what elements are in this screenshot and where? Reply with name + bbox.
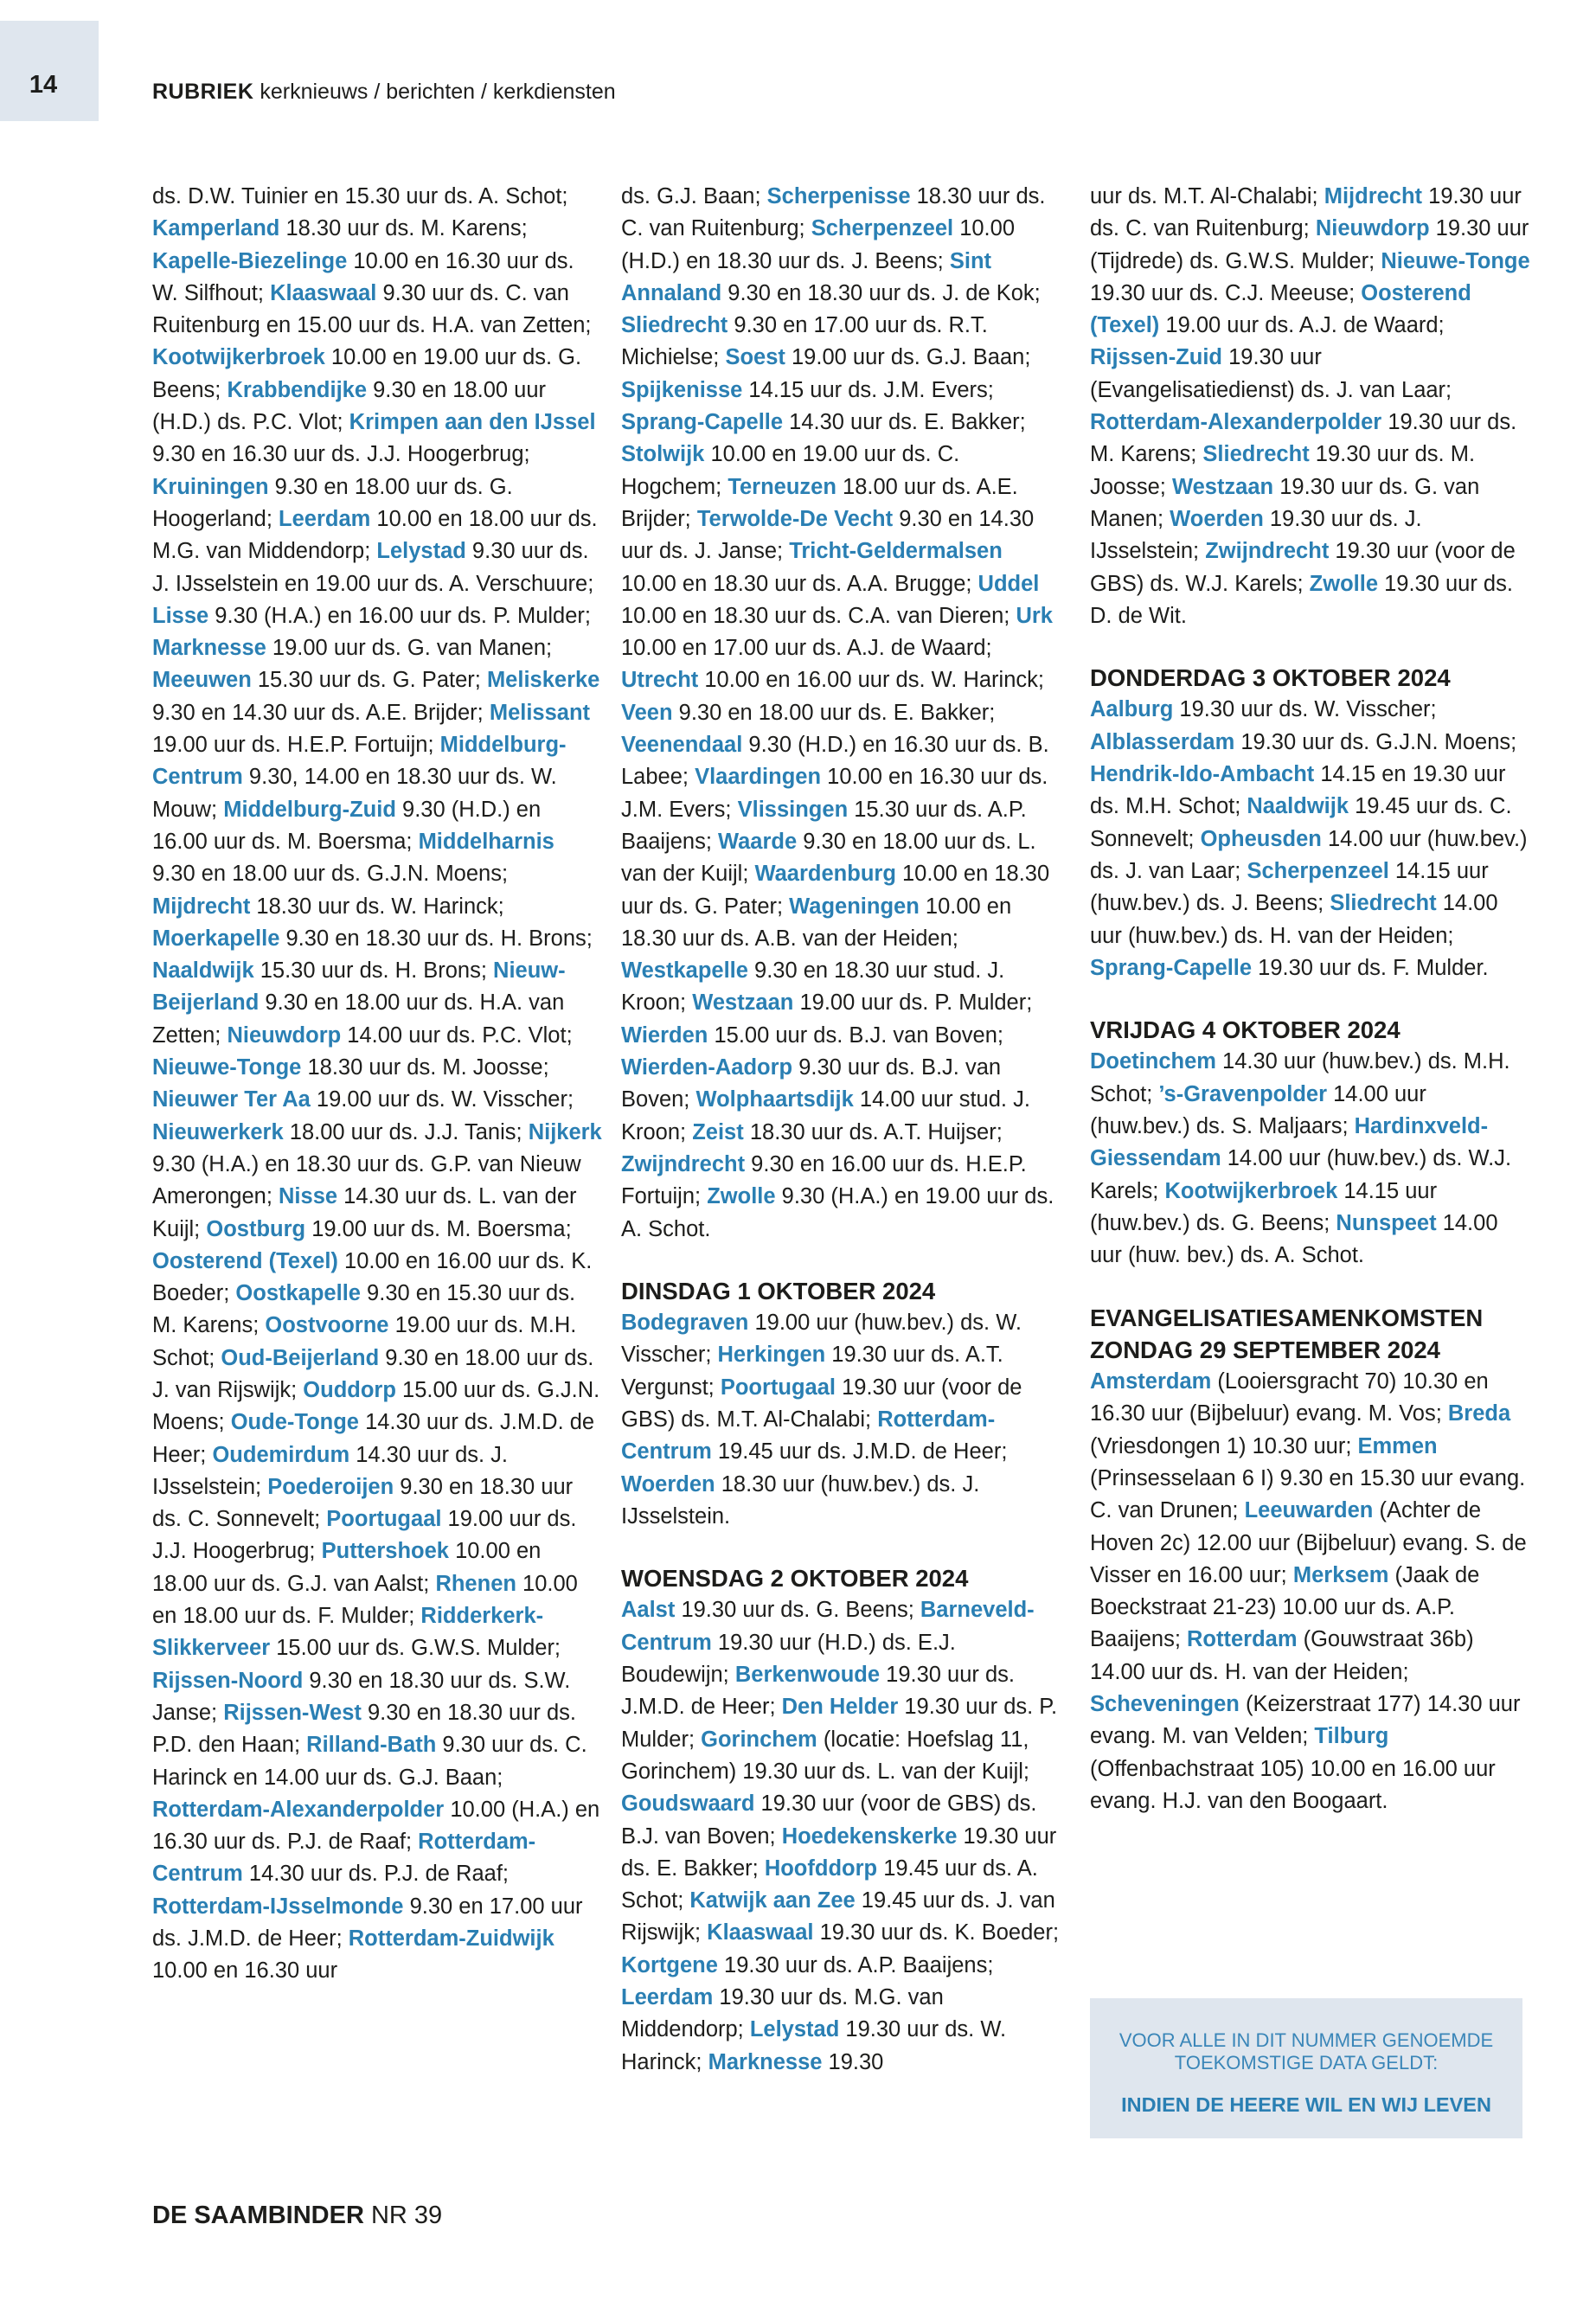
- place-name: Sprang-Capelle: [621, 410, 784, 435]
- place-name: Wolphaartsdijk: [695, 1087, 854, 1112]
- place-name: Krabbendijke: [227, 377, 368, 402]
- service-details: 14.00 uur stud. J. Kroon;: [621, 1087, 1030, 1144]
- place-name: Opheusden: [1200, 826, 1322, 851]
- place-name: Sint Annaland: [621, 248, 992, 305]
- service-details: 19.00 uur ds. G. van Manen;: [266, 636, 553, 661]
- place-name: Katwijk aan Zee: [689, 1888, 856, 1913]
- service-details: 9.30 (H.A.) en 18.30 uur ds. G.P. van Nieuw Amerongen;: [152, 1151, 581, 1209]
- place-name: Breda: [1447, 1401, 1511, 1426]
- service-details: 9.30, 14.00 en 18.30 uur ds. W. Mouw;: [152, 765, 557, 822]
- place-name: Naaldwijk: [152, 958, 254, 984]
- place-name: Nieuwe-Tonge: [152, 1055, 302, 1080]
- service-details: 9.30 en 18.00 uur ds. L. van der Kuijl;: [621, 829, 1036, 887]
- service-details: 19.30: [822, 2049, 884, 2074]
- place-name: Sliedrecht: [1330, 891, 1437, 916]
- place-name: Aalburg: [1090, 697, 1174, 722]
- service-details: 14.30 uur (huw.bev.) ds. M.H. Schot;: [1090, 1049, 1510, 1106]
- place-name: Zwolle: [1309, 571, 1378, 596]
- place-name: Leerdam: [621, 1985, 714, 2010]
- place-name: Waarde: [718, 829, 798, 854]
- service-details: 19.30 uur ds. A.T. Vergunst;: [621, 1343, 1003, 1400]
- service-details: 19.00 uur ds. M.H. Schot;: [152, 1313, 577, 1370]
- place-name: Oude-Tonge: [230, 1410, 359, 1435]
- service-listing: [621, 181, 1062, 1246]
- service-details: 9.30 uur ds. B.J. van Boven;: [621, 1055, 1002, 1112]
- service-details: 14.30 uur ds. J. IJsselstein;: [152, 1442, 508, 1499]
- service-details: 9.30 uur ds. J. IJsselstein en 19.00 uur ds. A. Verschuure;: [152, 539, 594, 596]
- service-details: 9.30 en 18.30 uur ds. P.D. den Haan;: [152, 1700, 576, 1758]
- place-name: Wierden-Aadorp: [621, 1055, 793, 1080]
- column-2: [621, 181, 1062, 2079]
- place-name: Rotterdam-Centrum: [621, 1407, 996, 1465]
- place-name: Nijkerk: [528, 1119, 602, 1144]
- service-details: 10.00 en 16.30 uur: [152, 1958, 338, 1984]
- service-details: 19.30 uur ds. C.J. Meeuse;: [1090, 280, 1362, 305]
- service-details: 10.00 en 18.00 uur ds. G.J. van Aalst;: [152, 1539, 542, 1596]
- place-name: Nunspeet: [1336, 1210, 1437, 1235]
- place-name: Doetinchem: [1090, 1049, 1216, 1074]
- service-details: 10.00 en 18.00 uur ds. F. Mulder;: [152, 1571, 578, 1629]
- place-name: Nieuwdorp: [1315, 216, 1430, 241]
- service-listing: [1090, 694, 1531, 984]
- service-details: 14.15 uur (huw.bev.) ds. J. Beens;: [1090, 858, 1489, 916]
- place-name: Oudemirdum: [212, 1442, 350, 1467]
- service-details: 10.00 en 18.30 uur ds. A.A. Brugge;: [621, 571, 978, 596]
- issue-number: NR 39: [370, 2202, 443, 2229]
- service-details: 9.30 en 17.00 uur ds. J.M.D. de Heer;: [152, 1894, 583, 1952]
- place-name: Rotterdam-Centrum: [152, 1830, 536, 1887]
- place-name: Soest: [725, 345, 785, 370]
- service-details: ds. G.J. Baan;: [621, 184, 767, 208]
- place-name: Westkapelle: [621, 958, 748, 984]
- service-details: (Offenbachstraat 105) 10.00 en 16.00 uur evang. H.J. van den Boogaart.: [1090, 1756, 1496, 1813]
- place-name: Bodegraven: [621, 1311, 749, 1336]
- service-details: 9.30 uur ds. C. Harinck en 14.00 uur ds. G.J. Baan;: [152, 1733, 587, 1790]
- service-details: uur ds. M.T. Al-Chalabi;: [1090, 184, 1324, 208]
- place-name: Poortugaal: [720, 1375, 836, 1400]
- service-listing: [1090, 181, 1531, 632]
- footer: [152, 2202, 442, 2230]
- place-name: Waardenburg: [754, 862, 896, 887]
- service-listing: [1090, 1366, 1531, 1817]
- place-name: Rijssen-Noord: [152, 1668, 304, 1693]
- service-details: 9.30 uur ds. C. van Ruitenburg en 15.00 uur ds. H.A. van Zetten;: [152, 280, 592, 338]
- service-details: (Gouwstraat 36b) 14.00 uur ds. H. van der Heiden;: [1090, 1627, 1474, 1684]
- service-details: 14.00 uur (huw.bev.) ds. S. Maljaars;: [1090, 1081, 1426, 1139]
- place-name: Berkenwoude: [734, 1663, 881, 1688]
- service-details: 14.30 uur ds. L. van der Kuijl;: [152, 1184, 577, 1241]
- place-name: Oostvoorne: [265, 1313, 389, 1338]
- service-details: 19.30 uur ds. P. Mulder;: [621, 1695, 1058, 1752]
- place-name: Amsterdam: [1090, 1369, 1212, 1394]
- place-name: Oud-Beijerland: [221, 1345, 380, 1370]
- place-name: Lelystad: [749, 2017, 840, 2042]
- service-details: 19.00 uur ds. H.E.P. Fortuijn;: [152, 733, 440, 758]
- service-details: 18.30 uur ds. A.T. Huijser;: [743, 1119, 1003, 1144]
- service-details: 19.30 uur ds. D. de Wit.: [1090, 571, 1513, 628]
- service-details: 14.15 uur ds. J.M. Evers;: [742, 377, 994, 402]
- place-name: Marknesse: [152, 636, 266, 661]
- place-name: Utrecht: [621, 668, 699, 693]
- service-details: 19.45 uur ds. C. Sonnevelt;: [1090, 794, 1512, 851]
- place-name: Terwolde-De Vecht: [696, 506, 894, 531]
- place-name: Nieuw-Beijerland: [152, 958, 566, 1016]
- service-details: 19.00 uur ds. A.J. de Waard;: [1159, 313, 1445, 338]
- service-details: 19.45 uur ds. J. van Rijswijk;: [621, 1888, 1055, 1945]
- service-details: (Jaak de Boeckstraat 21-23) 10.00 uur ds. A.P. Baaijens;: [1090, 1562, 1480, 1652]
- place-name: Oosterend (Texel): [1090, 280, 1471, 338]
- service-details: 19.30 uur (Evangelisatiedienst) ds. J. van Laar;: [1090, 345, 1452, 402]
- place-name: Wierden: [621, 1022, 708, 1048]
- place-name: Scherpenisse: [766, 184, 911, 208]
- service-details: 19.30 uur ds. W. Visscher;: [1173, 697, 1437, 722]
- place-name: Westzaan: [692, 990, 794, 1016]
- place-name: Mijdrecht: [1324, 184, 1423, 208]
- service-details: 14.00 uur ds. P.C. Vlot;: [341, 1022, 573, 1048]
- service-details: 10.00 en 16.30 uur ds. W. Silfhout;: [152, 248, 574, 305]
- service-details: 19.30 uur ds. A.P. Baaijens;: [717, 1952, 994, 1977]
- service-details: 18.00 uur ds. A.E. Brijder;: [621, 474, 1018, 531]
- place-name: Terneuzen: [727, 474, 836, 499]
- notice-line-1: VOOR ALLE IN DIT NUMMER GENOEMDE TOEKOMSTIGE DATA GELDT:: [1118, 2029, 1494, 2073]
- place-name: Kruiningen: [152, 474, 269, 499]
- service-details: 9.30 en 18.00 uur ds. E. Bakker;: [672, 700, 996, 725]
- place-name: Hardinxveld-Giessendam: [1090, 1114, 1489, 1171]
- place-name: Hoedekenskerke: [781, 1823, 958, 1849]
- service-details: 18.30 uur ds. M. Karens;: [279, 216, 528, 241]
- place-name: Meliskerke: [486, 668, 600, 693]
- service-details: 10.00 (H.D.) en 18.30 uur ds. J. Beens;: [621, 216, 1016, 273]
- service-details: 19.30 uur ds. J. IJsselstein;: [1090, 506, 1422, 564]
- service-details: 19.30 uur ds. F. Mulder.: [1252, 955, 1489, 980]
- place-name: Zeist: [692, 1119, 744, 1144]
- service-details: 9.30 (H.D.) en 16.00 uur ds. M. Boersma;: [152, 797, 542, 854]
- place-name: Leerdam: [279, 506, 371, 531]
- service-details: 10.00 en 16.00 uur ds. K. Boeder;: [152, 1248, 593, 1306]
- place-name: Middelburg-Zuid: [223, 797, 396, 822]
- place-name: Klaaswaal: [707, 1920, 814, 1945]
- service-details: 9.30 en 18.00 uur ds. H.A. van Zetten;: [152, 990, 565, 1048]
- service-details: 19.30 uur ds. G.J.N. Moens;: [1234, 729, 1517, 754]
- place-name: Barneveld-Centrum: [621, 1598, 1035, 1655]
- place-name: Rilland-Bath: [306, 1733, 437, 1758]
- place-name: Rotterdam-IJsselmonde: [152, 1894, 404, 1919]
- service-details: 19.30 uur ds. G. Beens;: [675, 1598, 920, 1623]
- service-details: 19.30 uur (H.D.) ds. E.J. Boudewijn;: [621, 1630, 956, 1688]
- place-name: Kapelle-Biezelinge: [152, 248, 348, 273]
- place-name: Veenendaal: [621, 733, 743, 758]
- service-details: 19.30 uur ds. G. van Manen;: [1090, 474, 1480, 531]
- place-name: Puttershoek: [321, 1539, 449, 1564]
- service-details: 14.00 uur (huw. bev.) ds. A. Schot.: [1090, 1210, 1498, 1268]
- service-details: 10.00 (H.A.) en 16.30 uur ds. P.J. de Raaf;: [152, 1797, 600, 1855]
- place-name: Urk: [1016, 603, 1053, 628]
- service-details: 19.00 uur ds. P. Mulder;: [793, 990, 1033, 1016]
- place-name: Rotterdam-Alexanderpolder: [152, 1797, 445, 1822]
- service-details: 14.00 uur (huw.bev.) ds. H. van der Heiden;: [1090, 891, 1498, 948]
- service-details: 19.30 uur ds. M.G. van Middendorp;: [621, 1985, 944, 2042]
- place-name: Scheveningen: [1090, 1692, 1240, 1717]
- service-details: 15.00 uur ds. G.J.N. Moens;: [152, 1377, 600, 1435]
- place-name: Krimpen aan den IJssel: [349, 410, 596, 435]
- service-details: 14.30 uur ds. P.J. de Raaf;: [242, 1862, 509, 1887]
- rubric-topics: kerknieuws / berichten / kerkdiensten: [260, 80, 616, 104]
- service-details: 19.30 uur ds. C. van Ruitenburg;: [1090, 184, 1522, 241]
- service-details: 19.30 uur ds. M. Karens;: [1090, 410, 1517, 467]
- place-name: Sliedrecht: [1202, 442, 1310, 467]
- place-name: Middelburg-Centrum: [152, 733, 567, 790]
- service-details: (locatie: Hoefslag 11, Gorinchem) 19.30 uur ds. L. van der Kuijl;: [621, 1727, 1029, 1784]
- service-details: 19.00 uur ds. G.J. Baan;: [785, 345, 1031, 370]
- place-name: Nieuwdorp: [227, 1022, 342, 1048]
- place-name: Meeuwen: [152, 668, 252, 693]
- place-name: Sprang-Capelle: [1090, 955, 1253, 980]
- service-details: 19.30 uur (Tijdrede) ds. G.W.S. Mulder;: [1090, 216, 1529, 273]
- service-listing: [621, 1307, 1062, 1533]
- notice-line-2: INDIEN DE HEERE WIL EN WIJ LEVEN: [1121, 2093, 1491, 2116]
- place-name: Spijkenisse: [621, 377, 743, 402]
- service-details: 9.30 en 14.30 uur ds. A.E. Brijder;: [152, 700, 490, 725]
- section-heading: WOENSDAG 2 OKTOBER 2024: [621, 1565, 969, 1593]
- service-details: 9.30 en 16.00 uur ds. H.E.P. Fortuijn;: [621, 1151, 1027, 1209]
- service-details: 10.00 en 18.30 uur ds. C.A. van Dieren;: [621, 603, 1016, 628]
- service-details: 10.00 en 18.30 uur ds. G. Pater;: [621, 862, 1050, 919]
- rubric-label: RUBRIEK: [152, 80, 254, 104]
- service-details: 9.30 (H.D.) en 16.30 uur ds. B. Labee;: [621, 733, 1049, 790]
- magazine-name: DE SAAMBINDER: [152, 2202, 364, 2229]
- service-details: 9.30 en 16.30 uur ds. J.J. Hoogerbrug;: [152, 442, 530, 467]
- place-name: Gorinchem: [701, 1727, 817, 1752]
- service-details: 19.30 uur ds. J.M.D. de Heer;: [621, 1663, 1016, 1720]
- place-name: Vlissingen: [737, 797, 849, 822]
- place-name: Nieuwerkerk: [152, 1119, 284, 1144]
- place-name: Marknesse: [708, 2049, 823, 2074]
- service-details: (Achter de Hoven 2c) 12.00 uur (Bijbeluur) evang. S. de Visser en 16.00 uur;: [1090, 1498, 1527, 1587]
- service-details: 19.00 uur (huw.bev.) ds. W. Visscher;: [621, 1311, 1022, 1368]
- service-details: 10.00 en 19.00 uur ds. G. Beens;: [152, 345, 582, 402]
- place-name: Aalst: [621, 1598, 676, 1623]
- place-name: Rotterdam-Alexanderpolder: [1090, 410, 1382, 435]
- service-details: 9.30 en 14.30 uur ds. J. Janse;: [621, 506, 1035, 564]
- place-name: Herkingen: [717, 1343, 826, 1368]
- service-details: 14.00 uur (huw.bev.) ds. J. van Laar;: [1090, 826, 1528, 883]
- service-details: 18.30 uur ds. W. Harinck;: [250, 894, 504, 919]
- service-details: 9.30 en 18.30 uur ds. C. Sonnevelt;: [152, 1474, 574, 1532]
- place-name: Melissant: [489, 700, 591, 725]
- place-name: Uddel: [977, 571, 1040, 596]
- place-name: Rijssen-West: [223, 1700, 362, 1725]
- service-details: 10.00 en 18.30 uur ds. A.B. van der Heiden;: [621, 894, 1012, 951]
- place-name: Hendrik-Ido-Ambacht: [1090, 762, 1315, 787]
- place-name: Zwijndrecht: [1205, 539, 1330, 564]
- service-details: 19.30 uur ds. E. Bakker;: [621, 1823, 1057, 1881]
- place-name: Naaldwijk: [1247, 794, 1349, 819]
- service-details: 9.30 en 15.30 uur ds. M. Karens;: [152, 1281, 576, 1338]
- place-name: Oostkapelle: [235, 1281, 361, 1306]
- section-heading: VRIJDAG 4 OKTOBER 2024: [1090, 1016, 1401, 1044]
- service-listing: [152, 181, 602, 1988]
- service-listing: [1090, 1046, 1531, 1272]
- service-details: 9.30 (H.A.) en 19.00 uur ds. A. Schot.: [621, 1184, 1054, 1241]
- service-listing: [621, 1594, 1062, 2078]
- notice-box: [1090, 1998, 1522, 2138]
- place-name: Mijdrecht: [152, 894, 251, 919]
- service-details: 18.30 uur ds. C. van Ruitenburg;: [621, 184, 1046, 241]
- column-1: [152, 181, 602, 1988]
- service-details: (Looiersgracht 70) 10.30 en 16.30 uur (Bijbeluur) evang. M. Vos;: [1090, 1369, 1489, 1426]
- place-name: Middelharnis: [418, 829, 554, 854]
- service-details: 10.00 en 18.00 uur ds. M.G. van Middendorp;: [152, 506, 598, 564]
- service-details: 10.00 en 16.30 uur ds. J.M. Evers;: [621, 765, 1048, 822]
- place-name: Nieuwer Ter Aa: [152, 1087, 311, 1112]
- place-name: Nisse: [279, 1184, 338, 1209]
- place-name: Oosterend (Texel): [152, 1248, 338, 1273]
- place-name: Rijssen-Zuid: [1090, 345, 1223, 370]
- service-details: 15.00 uur ds. G.W.S. Mulder;: [270, 1636, 561, 1661]
- service-details: 9.30 en 17.00 uur ds. R.T. Michielse;: [621, 313, 988, 370]
- service-details: 9.30 en 18.00 uur (H.D.) ds. P.C. Vlot;: [152, 377, 547, 435]
- service-details: 15.30 uur ds. A.P. Baaijens;: [621, 797, 1027, 854]
- service-details: 10.00 en 17.00 uur ds. A.J. de Waard;: [621, 636, 992, 661]
- place-name: Rotterdam: [1187, 1627, 1298, 1652]
- place-name: Scherpenzeel: [811, 216, 954, 241]
- service-details: 9.30 en 18.00 uur ds. J. van Rijswijk;: [152, 1345, 594, 1402]
- service-details: 14.30 uur ds. E. Bakker;: [783, 410, 1026, 435]
- service-details: 9.30 en 18.30 uur ds. H. Brons;: [279, 926, 593, 951]
- place-name: Nieuwe-Tonge: [1381, 248, 1530, 273]
- service-details: 14.15 uur (huw.bev.) ds. G. Beens;: [1090, 1178, 1438, 1235]
- place-name: Kootwijkerbroek: [1164, 1178, 1338, 1203]
- service-details: (Prinsesselaan 6 I) 9.30 en 15.30 uur evang. C. van Drunen;: [1090, 1465, 1526, 1523]
- service-details: 19.30 uur (voor de GBS) ds. M.T. Al-Chalabi;: [621, 1375, 1022, 1432]
- service-details: 14.30 uur ds. J.M.D. de Heer;: [152, 1410, 595, 1467]
- place-name: Alblasserdam: [1090, 729, 1235, 754]
- place-name: Wageningen: [789, 894, 920, 919]
- service-details: 19.30 uur ds. M. Joosse;: [1090, 442, 1476, 499]
- column-3: [1090, 181, 1531, 1817]
- service-details: 14.00 uur (huw.bev.) ds. W.J. Karels;: [1090, 1146, 1512, 1203]
- service-details: ds. D.W. Tuinier en 15.30 uur ds. A. Schot;: [152, 184, 568, 208]
- service-details: 19.00 uur ds. J.J. Hoogerbrug;: [152, 1507, 577, 1564]
- page-number: 14: [29, 71, 58, 99]
- service-details: 9.30 en 18.30 uur ds. J. de Kok;: [721, 280, 1041, 305]
- place-name: Veen: [621, 700, 673, 725]
- place-name: Woerden: [621, 1471, 715, 1497]
- place-name: Kortgene: [621, 1952, 718, 1977]
- service-details: 15.30 uur ds. H. Brons;: [253, 958, 494, 984]
- place-name: Kamperland: [152, 216, 280, 241]
- place-name: Den Helder: [781, 1695, 899, 1720]
- place-name: Stolwijk: [621, 442, 705, 467]
- service-details: 15.00 uur ds. B.J. van Boven;: [708, 1022, 1003, 1048]
- place-name: Poederoijen: [267, 1474, 394, 1499]
- place-name: Zwijndrecht: [621, 1151, 746, 1176]
- section-heading: DINSDAG 1 OKTOBER 2024: [621, 1277, 936, 1304]
- service-details: 9.30 en 18.00 uur ds. G.J.N. Moens;: [152, 862, 509, 887]
- place-name: Goudswaard: [621, 1791, 755, 1817]
- service-details: 19.30 uur (voor de GBS) ds. B.J. van Boven;: [621, 1791, 1037, 1849]
- place-name: Sliedrecht: [621, 313, 728, 338]
- service-details: (Keizerstraat 177) 14.30 uur evang. M. van Velden;: [1090, 1692, 1521, 1749]
- place-name: Scherpenzeel: [1247, 858, 1389, 883]
- place-name: Vlaardingen: [695, 765, 822, 790]
- service-details: 19.45 uur ds. J.M.D. de Heer;: [711, 1439, 1008, 1465]
- service-details: 18.00 uur ds. J.J. Tanis;: [283, 1119, 529, 1144]
- rubric-header: [152, 80, 616, 105]
- service-details: 18.30 uur ds. M. Joosse;: [301, 1055, 549, 1080]
- place-name: Kootwijkerbroek: [152, 345, 325, 370]
- service-details: 19.30 uur (voor de GBS) ds. W.J. Karels;: [1090, 539, 1516, 596]
- service-details: 9.30 en 18.30 uur stud. J. Kroon;: [621, 958, 1005, 1016]
- place-name: Lelystad: [376, 539, 466, 564]
- place-name: Tricht-Geldermalsen: [789, 539, 1003, 564]
- service-details: 19.30 uur ds. W. Harinck;: [621, 2017, 1007, 2074]
- service-details: 14.15 en 19.30 uur ds. M.H. Schot;: [1090, 762, 1506, 819]
- place-name: Westzaan: [1171, 474, 1274, 499]
- service-details: 19.45 uur ds. A. Schot;: [621, 1856, 1038, 1913]
- place-name: Poortugaal: [326, 1507, 442, 1532]
- place-name: Merksem: [1292, 1562, 1389, 1587]
- service-details: 10.00 en 16.00 uur ds. W. Harinck;: [698, 668, 1044, 693]
- place-name: Emmen: [1357, 1433, 1438, 1458]
- section-heading: DONDERDAG 3 OKTOBER 2024: [1090, 664, 1451, 692]
- service-details: 9.30 en 18.00 uur ds. G. Hoogerland;: [152, 474, 513, 531]
- service-details: (Vriesdongen 1) 10.30 uur;: [1090, 1433, 1358, 1458]
- place-name: Rotterdam-Zuidwijk: [348, 1926, 554, 1952]
- place-name: Ridderkerk-Slikkerveer: [152, 1604, 544, 1661]
- place-name: Zwolle: [707, 1184, 776, 1209]
- place-name: ’s-Gravenpolder: [1158, 1081, 1328, 1106]
- service-details: 19.00 uur ds. M. Boersma;: [305, 1216, 572, 1241]
- place-name: Moerkapelle: [152, 926, 280, 951]
- place-name: Tilburg: [1314, 1724, 1389, 1749]
- place-name: Leeuwarden: [1244, 1498, 1374, 1523]
- service-details: 10.00 en 19.00 uur ds. C. Hogchem;: [621, 442, 960, 499]
- service-details: 19.00 uur ds. W. Visscher;: [310, 1087, 574, 1112]
- service-details: 9.30 (H.A.) en 16.00 uur ds. P. Mulder;: [208, 603, 591, 628]
- place-name: Ouddorp: [303, 1377, 396, 1402]
- place-name: Rhenen: [435, 1571, 516, 1596]
- place-name: Klaaswaal: [270, 280, 377, 305]
- service-details: 9.30 en 18.30 uur ds. S.W. Janse;: [152, 1668, 571, 1725]
- place-name: Oostburg: [206, 1216, 306, 1241]
- service-details: 15.30 uur ds. G. Pater;: [251, 668, 487, 693]
- place-name: Woerden: [1170, 506, 1264, 531]
- service-details: 19.30 uur ds. K. Boeder;: [813, 1920, 1060, 1945]
- place-name: Lisse: [152, 603, 209, 628]
- section-heading: EVANGELISATIESAMENKOMSTEN ZONDAG 29 SEPTEMBER 2024: [1090, 1304, 1484, 1363]
- place-name: Hoofddorp: [764, 1856, 878, 1881]
- service-details: 18.30 uur (huw.bev.) ds. J. IJsselstein.: [621, 1471, 980, 1529]
